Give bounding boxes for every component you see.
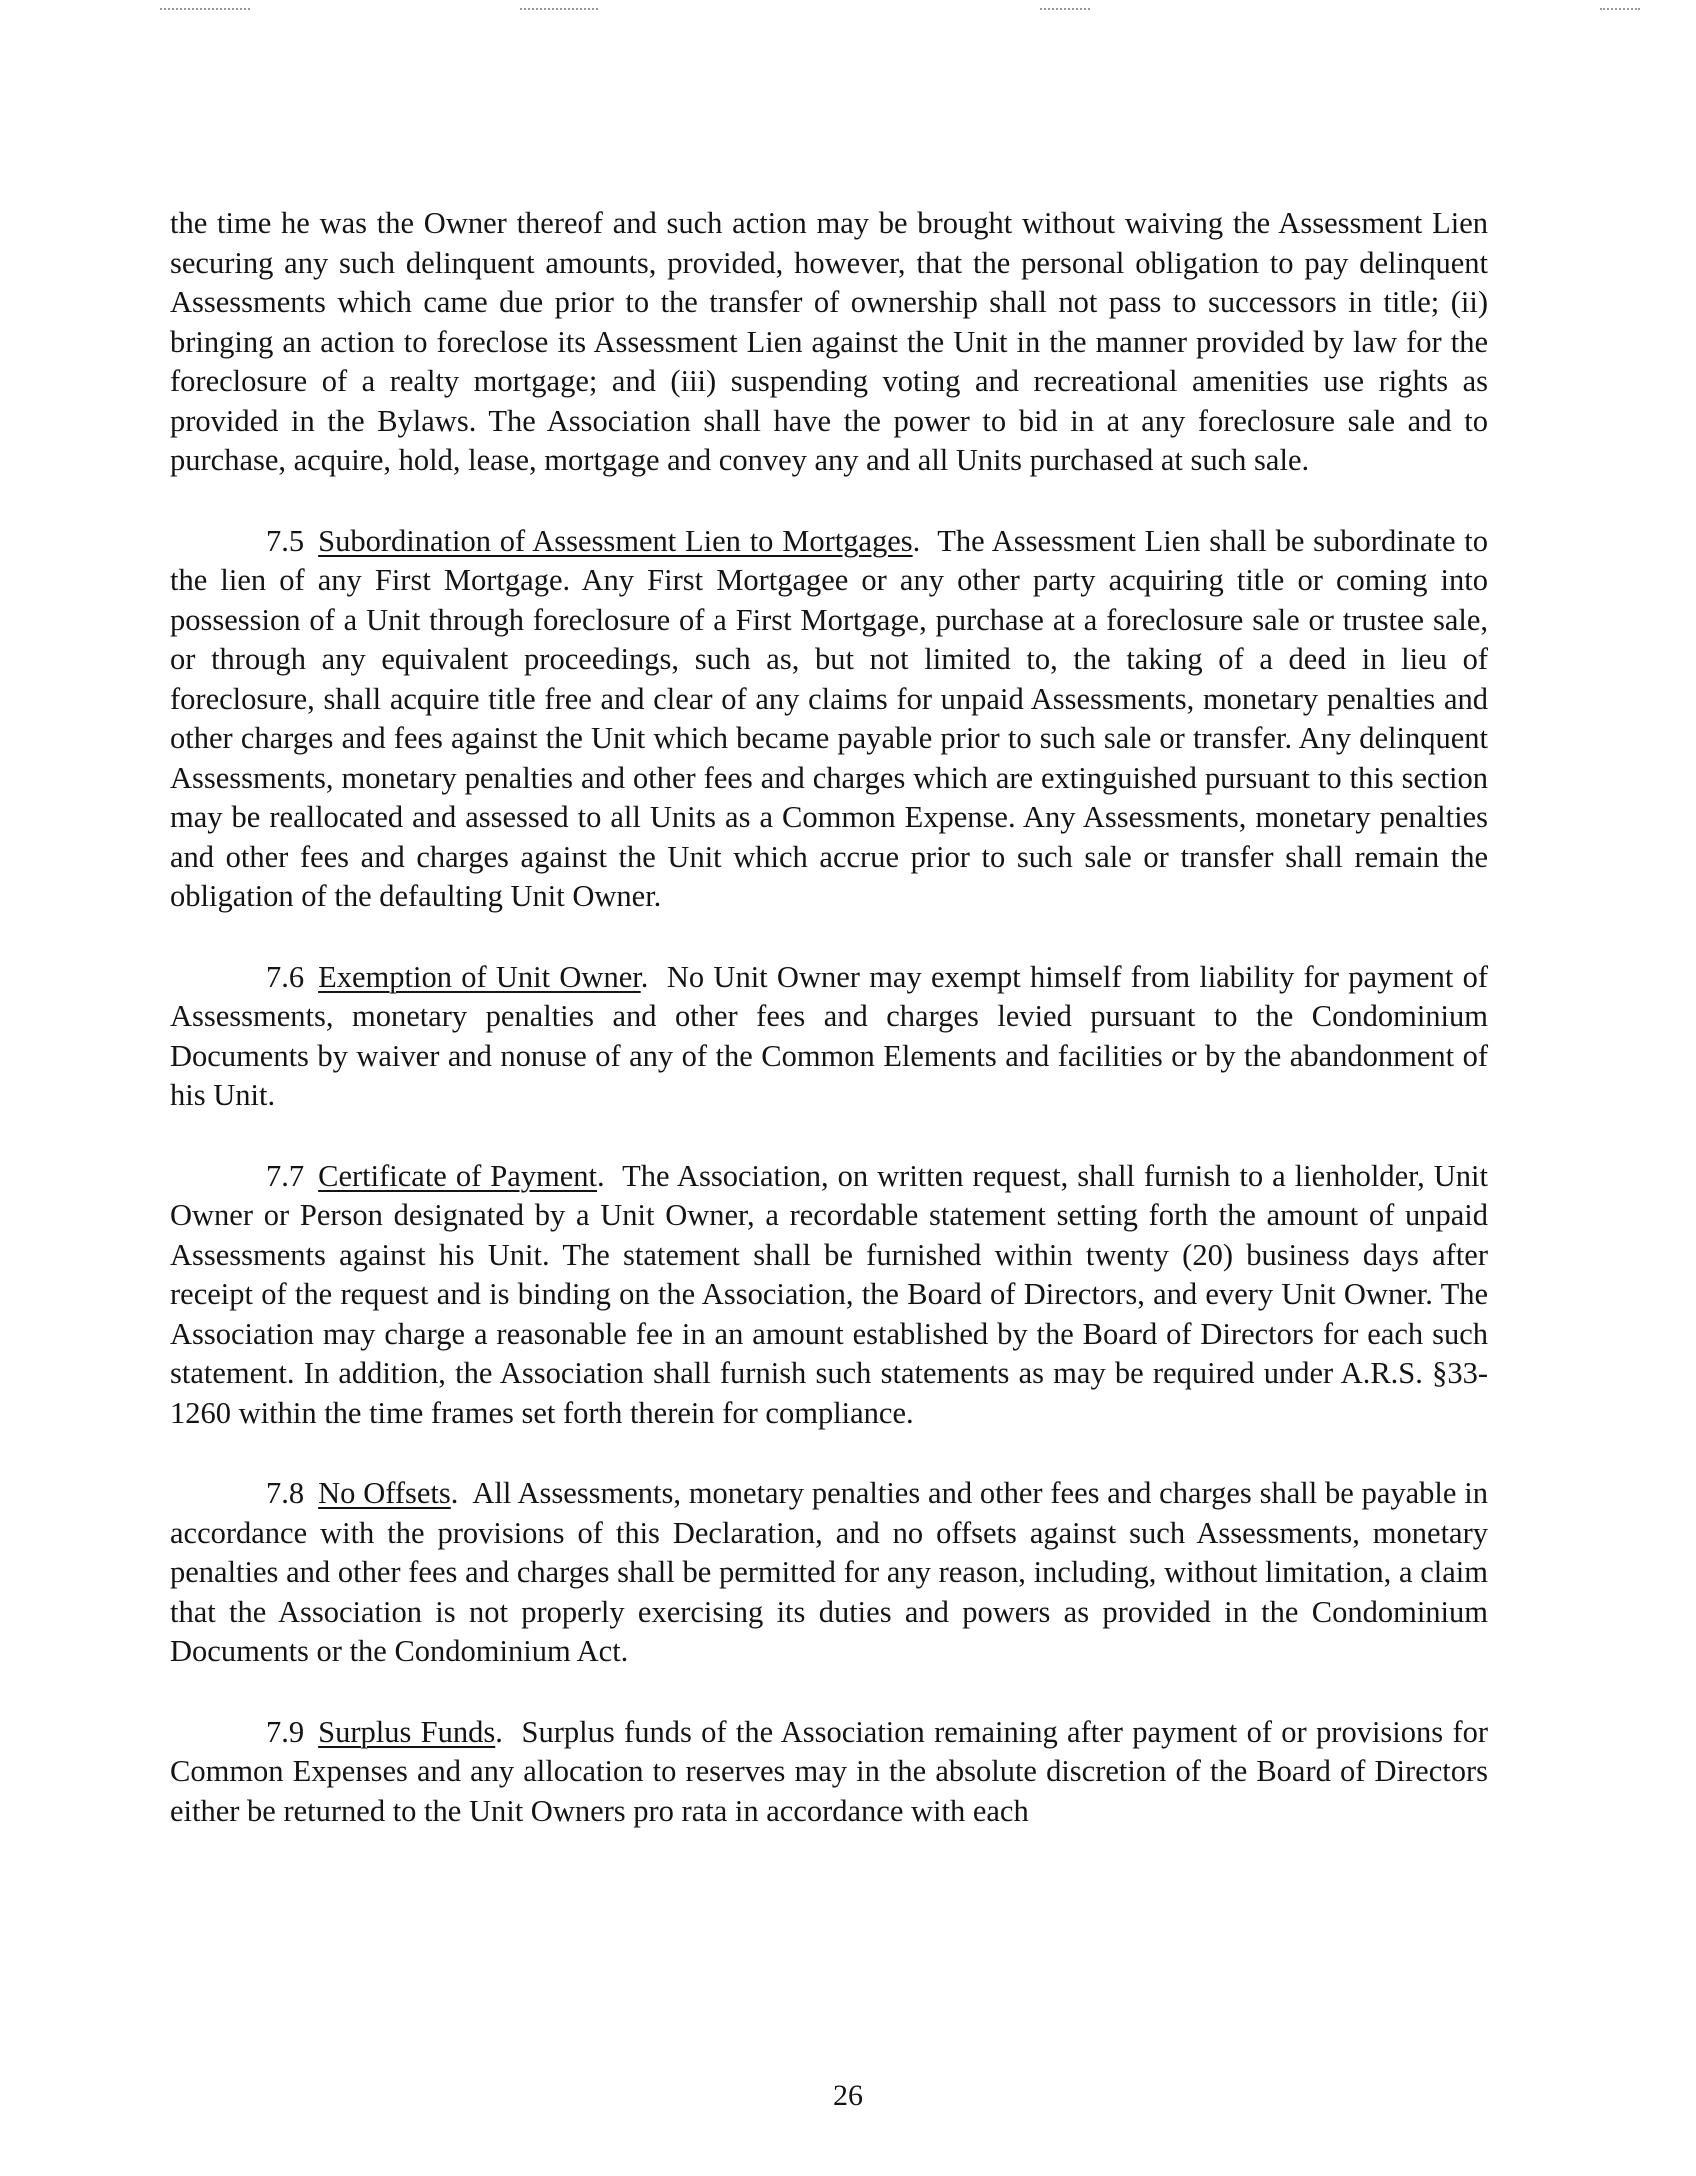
section-number: 7.7 [266,1158,305,1193]
section-text: No Unit Owner may exempt himself from liability for payment of Assessments, monetary penalties and other fees and charges levied pursuant to the Condominium Documents by waiver and nonuse of any of the Common Elements and facilities or by the abandonment of his Unit. [170,959,1488,1112]
section-heading: Surplus Funds [318,1714,496,1749]
scan-mark [1600,8,1640,12]
section-heading: Subordination of Assessment Lien to Mortgages [318,523,913,558]
section-number: 7.8 [266,1476,305,1510]
section-text: Surplus funds of the Association remaining after payment of or provisions for Common Expenses and any allocation to reserves may in the absolute discretion of the Board of Directors either be returned to the Unit Owners pro rata in accordance with each [170,1714,1489,1828]
section-text: All Assessments, monetary penalties and other fees and charges shall be payable in accordance with the provisions of this Declaration, and no offsets against such Assessments, monetary penalties and other fees and charges shall be permitted for any reason, including, without limitation, a claim that the Association is not properly exercising its duties and powers as provided in the Condominium Documents or the Condominium Act. [170,1476,1488,1668]
scan-mark [160,8,250,12]
section-number: 7.6 [266,959,305,994]
section-7-6: 7.6 Exemption of Unit Owner. No Unit Owner may exempt himself from liability for payment of Assessments, monetary penalties and other fees and charges levied pursuant to the Condominium Documents by waiver and nonuse of any of the Common Elements and facilities or by the abandonment of his Unit. [170,959,1488,1112]
scan-mark [520,8,598,12]
section-7-9: 7.9 Surplus Funds. Surplus funds of the Association remaining after payment of or provisions for Common Expenses and any allocation to reserves may in the absolute discretion of the Board of Directors either be returned to the Unit Owners pro rata in accordance with each [170,1714,1489,1828]
section-7-5: 7.5 Subordination of Assessment Lien to Mortgages. The Assessment Lien shall be subordinate to the lien of any First Mortgage. Any First Mortgagee or any other party acquiring title or coming into possession of a Unit through foreclosure of a First Mortgage, purchase at a foreclosure sale or trustee sale, or through any equivalent proceedings, such as, but not limited to, the taking of a deed in lieu of foreclosure, shall acquire title free and clear of any claims for unpaid Assessments, monetary penalties and other charges and fees against the Unit which became payable prior to such sale or transfer. Any delinquent Assessments, monetary penalties and other fees and charges which are extinguished pursuant to this section may be reallocated and assessed to all Units as a Common Expense. Any Assessments, monetary penalties and other fees and charges against the Unit which accrue prior to such sale or transfer shall remain the obligation of the defaulting Unit Owner. [170,523,1488,913]
continued-paragraph: the time he was the Owner thereof and such action may be brought without waiving the Assessment Lien securing any such delinquent amounts, provided, however, that the personal obligation to pay delinquent Assessments which came due prior to the transfer of ownership shall not pass to successors in title; (ii) bringing an action to foreclose its Assessment Lien against the Unit in the manner provided by law for the foreclosure of a realty mortgage; and (iii) suspending voting and recreational amenities use rights as provided in the Bylaws. The Association shall have the power to bid in at any foreclosure sale and to purchase, acquire, hold, lease, mortgage and convey any and all Units purchased at such sale. [170,206,1488,477]
page-number: 26 [833,2079,863,2112]
section-text: The Assessment Lien shall be subordinate to the lien of any First Mortgage. Any First Mortgagee or any other party acquiring title or coming into possession of a Unit through foreclosure of a First Mortgage, purchase at a foreclosure sale or trustee sale, or through any equivalent proceedings, such as, but not limited to, the taking of a deed in lieu of foreclosure, shall acquire title free and clear of any claims for unpaid Assessments, monetary penalties and other charges and fees against the Unit which became payable prior to such sale or transfer. Any delinquent Assessments, monetary penalties and other fees and charges which are extinguished pursuant to this section may be reallocated and assessed to all Units as a Common Expense. Any Assessments, monetary penalties and other fees and charges against the Unit which accrue prior to such sale or transfer shall remain the obligation of the defaulting Unit Owner. [170,523,1488,913]
section-number: 7.5 [266,523,305,558]
section-7-8: 7.8 No Offsets. All Assessments, monetary penalties and other fees and charges shall be payable in accordance with the provisions of this Declaration, and no offsets against such Assessments, monetary penalties and other fees and charges shall be permitted for any reason, including, without limitation, a claim that the Association is not properly exercising its duties and powers as provided in the Condominium Documents or the Condominium Act. [170,1476,1488,1668]
document-body [170,204,1488,1872]
section-heading: Certificate of Payment [318,1158,598,1193]
section-number: 7.9 [266,1714,305,1749]
scan-mark [1040,8,1090,12]
scan-artifact-marks [0,8,1696,14]
section-heading: No Offsets [318,1476,451,1510]
section-heading: Exemption of Unit Owner [318,959,641,994]
section-7-7: 7.7 Certificate of Payment. The Association, on written request, shall furnish to a lienholder, Unit Owner or Person designated by a Unit Owner, a recordable statement setting forth the amount of unpaid Assessments against his Unit. The statement shall be furnished within twenty (20) business days after receipt of the request and is binding on the Association, the Board of Directors, and every Unit Owner. The Association may charge a reasonable fee in an amount established by the Board of Directors for each such statement. In addition, the Association shall furnish such statements as may be required under A.R.S. §33-1260 within the time frames set forth therein for compliance. [170,1158,1488,1430]
section-text: The Association, on written request, shall furnish to a lienholder, Unit Owner or Person designated by a Unit Owner, a recordable statement setting forth the amount of unpaid Assessments against his Unit. The statement shall be furnished within twenty (20) business days after receipt of the request and is binding on the Association, the Board of Directors, and every Unit Owner. The Association may charge a reasonable fee in an amount established by the Board of Directors for each such statement. In addition, the Association shall furnish such statements as may be required under A.R.S. §33-1260 within the time frames set forth therein for compliance. [170,1158,1488,1430]
